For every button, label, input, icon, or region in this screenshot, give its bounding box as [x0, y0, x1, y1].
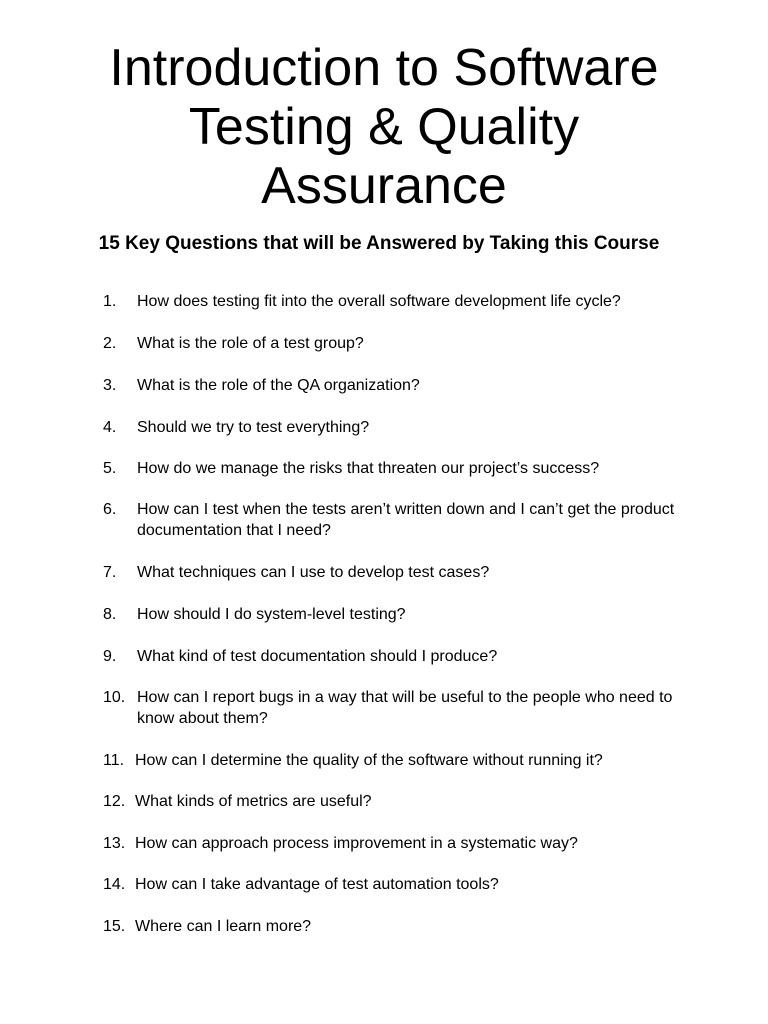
title-line: Testing & Quality: [188, 98, 580, 156]
question-number: 8.: [103, 606, 117, 623]
question-number: 10.: [103, 689, 126, 706]
question-number: 12.: [103, 793, 126, 810]
question-text: How do we manage the risks that threaten our project’s success?: [137, 460, 600, 477]
question-number: 15.: [103, 918, 126, 935]
question-number: 3.: [103, 377, 117, 394]
question-item: [0, 459, 768, 500]
question-number: 5.: [103, 460, 117, 477]
question-item: [0, 834, 768, 875]
question-item: [0, 792, 768, 834]
question-text: What kinds of metrics are useful?: [135, 793, 372, 810]
question-item: [0, 688, 768, 751]
question-text: How can approach process improvement in a systematic way?: [135, 835, 578, 852]
question-number: 2.: [103, 335, 117, 352]
question-list: [0, 292, 768, 959]
question-text: Should we try to test everything?: [137, 419, 370, 436]
question-text: How can I report bugs in a way that will be useful to the people who need to know about them?: [137, 689, 673, 727]
question-number: 6.: [103, 501, 117, 518]
question-text: What is the role of a test group?: [137, 335, 364, 352]
document-subtitle: 15 Key Questions that will be Answered by Taking this Course: [98, 233, 660, 254]
question-number: 14.: [103, 876, 126, 893]
document-title: [0, 39, 768, 216]
question-text: Where can I learn more?: [135, 918, 312, 935]
question-text: How can I test when the tests aren’t written down and I can’t get the product documentation that I need?: [137, 501, 675, 539]
title-line: Introduction to Software: [109, 39, 659, 97]
question-text: What is the role of the QA organization?: [137, 377, 420, 394]
question-item: [0, 334, 768, 376]
question-item: [0, 376, 768, 418]
question-number: 11.: [103, 752, 125, 769]
title-line: Assurance: [261, 157, 507, 215]
question-item: [0, 563, 768, 605]
question-item: [0, 292, 768, 334]
question-item: [0, 500, 768, 563]
question-item: [0, 751, 768, 792]
question-number: 7.: [103, 564, 117, 581]
question-number: 1.: [103, 293, 117, 310]
question-item: [0, 418, 768, 459]
question-text: How does testing fit into the overall software development life cycle?: [137, 293, 621, 310]
question-number: 13.: [103, 835, 126, 852]
question-text: How should I do system-level testing?: [137, 606, 406, 623]
question-item: [0, 917, 768, 959]
question-text: What techniques can I use to develop test cases?: [137, 564, 490, 581]
question-text: How can I determine the quality of the software without running it?: [135, 752, 603, 769]
question-number: 9.: [103, 648, 117, 665]
question-text: What kind of test documentation should I produce?: [137, 648, 498, 665]
question-item: [0, 647, 768, 688]
question-number: 4.: [103, 419, 117, 436]
question-item: [0, 605, 768, 647]
question-text: How can I take advantage of test automation tools?: [135, 876, 499, 893]
question-item: [0, 875, 768, 917]
